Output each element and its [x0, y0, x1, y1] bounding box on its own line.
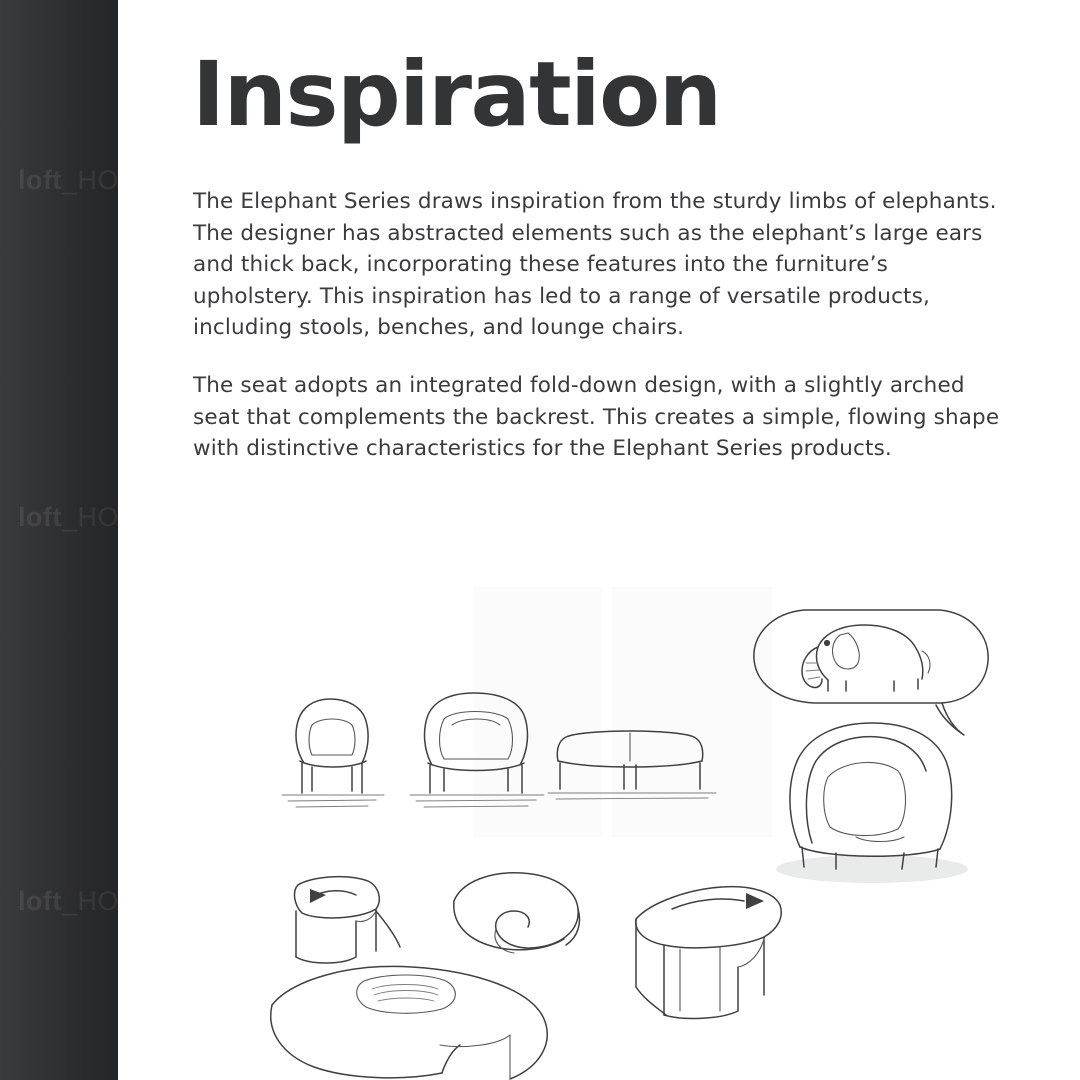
watermark-brand-bold: loft [18, 502, 62, 532]
armchair-front-small [282, 699, 384, 807]
left-dark-band [0, 0, 118, 1080]
watermark-logo [18, 165, 119, 196]
fold-down-bench-right [636, 887, 781, 1019]
watermark-brand-bold: loft [18, 165, 62, 195]
content-column [192, 0, 1022, 1080]
elephant-doodle-speech-bubble [754, 610, 988, 735]
fold-down-stool-left [295, 877, 400, 963]
curved-stool-center [454, 873, 580, 953]
watermark-logo [18, 502, 119, 533]
page-title: Inspiration [192, 42, 721, 146]
paragraph-1: The Elephant Series draws inspiration from the sturdy limbs of elephants. The designer has abstracted elements such as the elephant’s large ears and thick back, incorporating these features into the furniture’s upholstery. This inspiration has led to a range of versatile products, including stools, benches, and lounge chairs. [193, 189, 997, 341]
paragraph-2: The seat adopts an integrated fold-down design, with a slightly arched seat that complements the backrest. This creates a simple, flowing shape with distinctive characteristics for the Elephant Series products. [193, 372, 1000, 462]
round-table-detail [271, 966, 547, 1079]
watermark-brand-rest: _HO [61, 165, 120, 195]
watermark-brand-rest: _HO [61, 886, 120, 916]
watermark-brand-bold: loft [18, 886, 62, 916]
watermark-brand-rest: _HO [61, 502, 120, 532]
lounge-chair-perspective [776, 723, 968, 883]
body-copy [193, 186, 1013, 465]
concept-sketch-illustration [252, 575, 1032, 1080]
watermark-logo [18, 886, 119, 917]
